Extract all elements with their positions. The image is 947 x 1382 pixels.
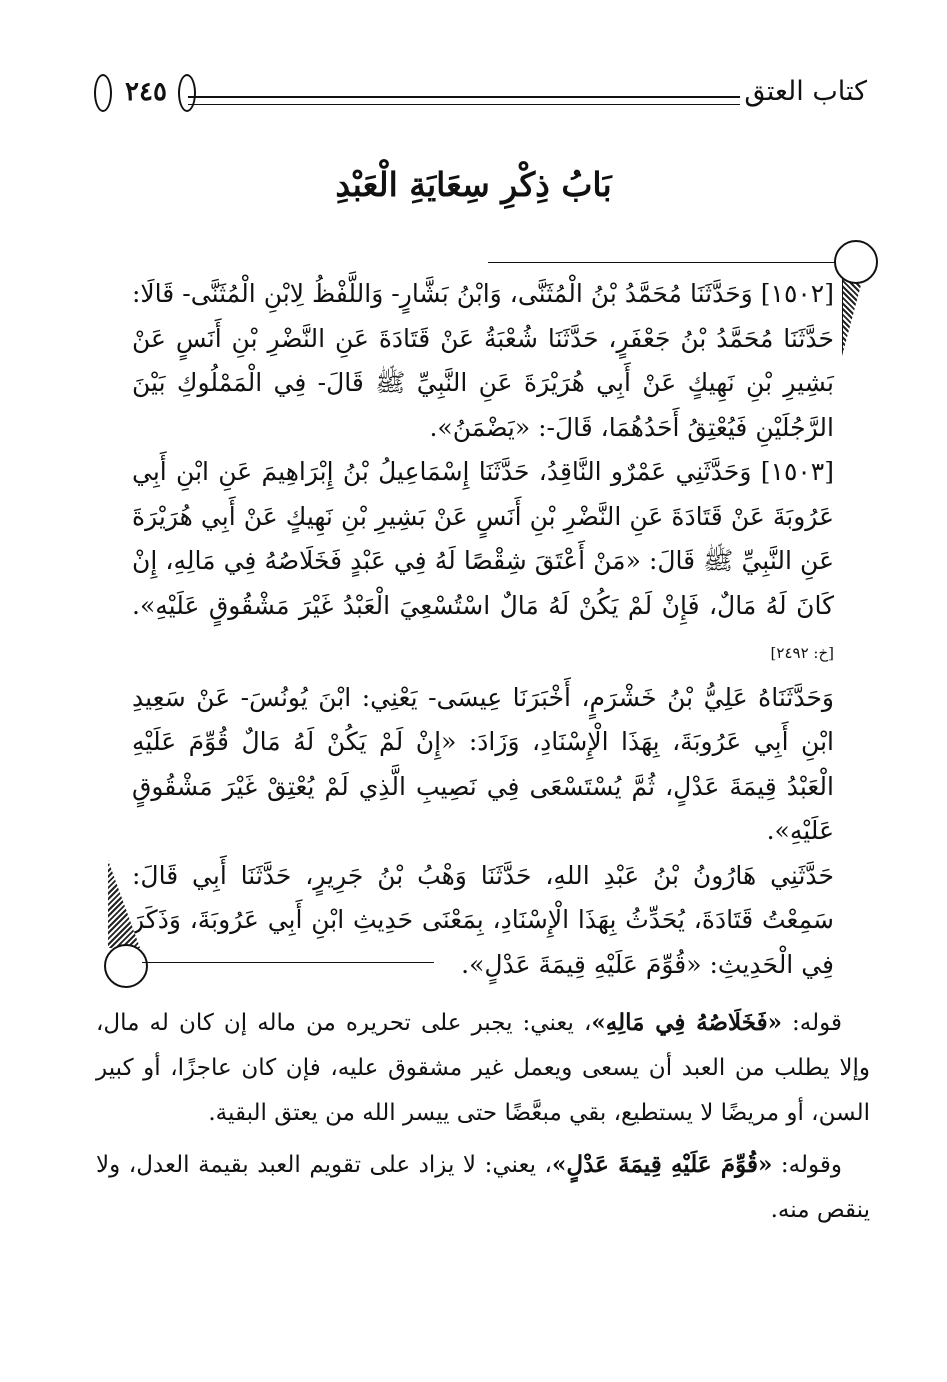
hadith-text: [١٥٠٢] وَحَدَّثَنَا مُحَمَّدُ بْنُ الْمُثَنَّى، وَابْنُ بَشَّارٍ- وَاللَّفْظُ لِابْنِ الْمُثَنَّى- قَالَا: حَدَّثَنَا مُحَمَّدُ بْنُ جَعْفَرٍ، حَدَّثَنَا شُعْبَةُ عَنْ قَتَادَةَ عَنِ النَّضْرِ بْنِ أَنَسٍ عَنْ بَشِيرِ بْنِ نَهِيكٍ عَنْ أَبِي هُرَيْرَةَ عَنِ النَّبِيِّ ﷺ قَالَ- فِي الْمَمْلُوكِ بَيْنَ الرَّجُلَيْنِ فَيُعْتِقُ أَحَدُهُمَا، قَالَ-: «يَضْمَنُ». (132, 279, 834, 442)
commentary-text: ، يعني: لا يزاد على تقويم العبد بقيمة العدل، ولا ينقص منه. (96, 1152, 870, 1223)
frame-bottom-rule (142, 962, 434, 963)
hadith-paragraph (132, 676, 834, 854)
commentary-quote: «فَخَلَاصُهُ فِي مَالِهِ» (591, 1009, 782, 1036)
commentary-intro: قوله: (781, 1010, 842, 1036)
hadith-block (132, 272, 834, 987)
hadith-paragraph (132, 272, 834, 450)
commentary-intro: وقوله: (772, 1152, 843, 1178)
corner-circle-icon (834, 240, 878, 284)
corner-circle-icon (104, 944, 148, 988)
hadith-text: [١٥٠٣] وَحَدَّثَنِي عَمْرٌو النَّاقِدُ، حَدَّثَنَا إِسْمَاعِيلُ بْنُ إِبْرَاهِيمَ عَنِ ابْنِ أَبِي عَرُوبَةَ عَنْ قَتَادَةَ عَنِ النَّضْرِ بْنِ أَنَسٍ عَنْ بَشِيرِ بْنِ نَهِيكٍ عَنْ أَبِي هُرَيْرَةَ عَنِ النَّبِيِّ ﷺ قَالَ: «مَنْ أَعْتَقَ شِقْصًا لَهُ فِي عَبْدٍ فَخَلَاصُهُ فِي مَالِهِ، إِنْ كَانَ لَهُ مَالٌ، فَإِنْ لَمْ يَكُنْ لَهُ مَالٌ اسْتُسْعِيَ الْعَبْدُ غَيْرَ مَشْقُوقٍ عَلَيْهِ». (132, 457, 834, 620)
hadith-text: وَحَدَّثَنَاهُ عَلِيُّ بْنُ خَشْرَمٍ، أَخْبَرَنَا عِيسَى- يَعْنِي: ابْنَ يُونُسَ- عَنْ سَعِيدِ ابْنِ أَبِي عَرُوبَةَ، بِهَذَا الْإِسْنَادِ، وَزَادَ: «إِنْ لَمْ يَكُنْ لَهُ مَالٌ قُوِّمَ عَلَيْهِ الْعَبْدُ قِيمَةَ عَدْلٍ، ثُمَّ يُسْتَسْعَى فِي نَصِيبِ الَّذِي لَمْ يُعْتِقْ غَيْرَ مَشْقُوقٍ عَلَيْهِ». (132, 682, 834, 845)
page-number: ٢٤٥ (125, 77, 167, 107)
hadith-paragraph (132, 450, 834, 676)
frame-top-rule (488, 262, 838, 263)
hadith-text: حَدَّثَنِي هَارُونُ بْنُ عَبْدِ اللهِ، حَدَّثَنَا وَهْبُ بْنُ جَرِيرٍ، حَدَّثَنَا أَبِي قَالَ: سَمِعْتُ قَتَادَةَ، يُحَدِّثُ بِهَذَا الْإِسْنَادِ، بِمَعْنَى حَدِيثِ ابْنِ أَبِي عَرُوبَةَ، وَذَكَرَ فِي الْحَدِيثِ: «قُوِّمَ عَلَيْهِ قِيمَةَ عَدْلٍ». (132, 860, 834, 979)
ornament-icon (178, 74, 196, 112)
commentary-text: ، يعني: يجبر على تحريره من ماله إن كان له مال، وإلا يطلب من العبد أن يسعى ويعمل غير مشقوق عليه، فإن كان عاجزًا، أو كبير السن، أو مريضًا لا يستطيع، بقي مبعَّضًا حتى ييسر الله من يعتق البقية. (96, 1010, 870, 1126)
commentary-paragraph (96, 1000, 870, 1136)
commentary-quote: «قُوِّمَ عَلَيْهِ قِيمَةَ عَدْلٍ» (551, 1151, 773, 1178)
header-rule (188, 96, 740, 105)
commentary-paragraph (96, 1142, 870, 1233)
commentary (96, 1000, 870, 1239)
hadith-paragraph (132, 854, 834, 988)
chapter-title: بَابُ ذِكْرِ سِعَايَةِ الْعَبْدِ (335, 165, 612, 204)
running-title: كتاب العتق (744, 76, 867, 107)
cross-reference: [خ: ٢٤٩٢] (770, 644, 834, 662)
